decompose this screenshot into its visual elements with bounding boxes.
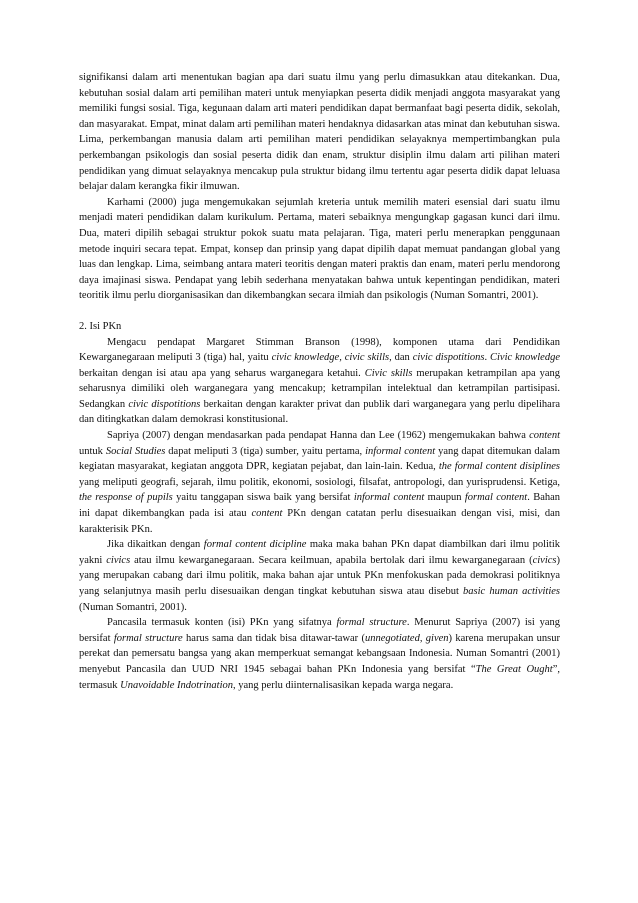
text-run: maka maka bahan PKn dapat diambilkan dari ilmu politik yakni [79,539,560,566]
italic-term: formal content dicipline [203,539,307,551]
italic-term: Social Studies [105,445,166,457]
italic-term: basic human activities [463,586,561,597]
text-run: Sapriya (2007) dengan mendasarkan pada pendapat Hanna dan Lee (1962) mengemukakan bahwa [107,430,530,442]
italic-term: Civic skills [364,367,413,379]
text-run: dan [391,352,413,364]
text-run: berkaitan dengan isi atau apa yang seharus warganegara ketahui. [79,367,365,379]
italic-term: Civic knowledge [490,352,560,364]
italic-term: unnegotiated, given [365,632,449,644]
italic-term: civic knowledge, civic skills, [271,352,392,364]
italic-term: civics [532,554,557,566]
text-run: . Bahan ini dapat dikembangkan pada isi atau [79,492,561,520]
text-run: untuk [79,445,106,457]
paragraph-branson [79,335,560,429]
italic-term: content [529,430,560,442]
italic-term: civic dispotitions [412,352,485,364]
text-run: merupakan ketrampilan apa yang seharusnya dimiliki oleh warganegara yang mencakup; ketrampilan intelektual dan ketrampilan partisipasi. Sedangkan [79,367,561,410]
italic-term: The Great Ought [475,663,553,675]
text-run: yaitu tanggapan siswa baik yang bersifat [172,492,354,504]
text-run: yang dapat ditemukan dalam kegiatan masyarakat, kegiatan anggota DPR, kegiatan pejabat, dan lain-lain. Kedua, [79,445,561,473]
document-page [79,70,560,693]
italic-term: informal content [365,445,436,457]
italic-term: formal content [464,492,528,504]
paragraph-criteria-continuation: signifikansi dalam arti menentukan bagian apa dari suatu ilmu yang perlu dimasukkan atau ditekankan. Dua, kebutuhan sosial dalam arti pemilihan materi untuk menyiapkan peserta didik menjadi anggota masyarakat yang memiliki fungsi sosial. Tiga, kegunaan dalam arti materi pendidikan dapat bermanfaat bagi peserta didik, sekolah, dan masyarakat. Empat, minat dalam arti pemilihan materi hendaknya didasarkan atas minat dan kebutuhan siswa. Lima, perkembangan manusia dalam arti pemilihan materi pendidikan selayaknya mempertimbangkan pula perkembangan psikologis dan sosial peserta didik dan enam, struktur disiplin ilmu dalam arti pilihan materi pendidikan yang dimuat selayaknya mencakup pula struktur bidang ilmu tertentu agar peserta didik dapat leluasa belajar dalam kerangka fikir ilmuwan. [79,72,560,193]
text-run: , yang perlu diinternalisasikan kepada warga negara. [233,679,454,691]
italic-term: content [251,508,283,520]
text-run: . Menurut Sapriya (2007) isi yang bersifat [79,617,560,644]
paragraph-karhami: Karhami (2000) juga mengemukakan sejumlah kreteria untuk memilih materi esensial dari suatu ilmu menjadi materi pendidikan dalam kurikulum. Pertama, materi sebaiknya mengungkap gagasan kunci dari ilmu. Dua, materi dipilih sebagai struktur pokok suatu mata pelajaran. Tiga, materi perlu menerapkan penggunaan metode inquiri secara tepat. Empat, konsep dan prinsip yang dapat dipilih dapat memuat pandangan global yang luas dan lengkap. Lima, seimbang antara materi teoritis dengan materi praktis dan enam, materi perlu mendorong daya imajinasi siswa. Pendapat yang lebih sederhana menyatakan bahwa untuk kepentingan pendidikan, materi teoritik ilmu perlu diorganisasikan dan dikembangkan secara ilmiah dan psikologis (Numan Somantri, 2001). [79,196,560,302]
section-heading-isi-pkn: 2. Isi PKn [79,320,122,332]
text-run: ) karena merupakan unsur perekat dan pemersatu bangsa yang akan memperkuat semangat kebangsaan Indonesia. Numan Somantri (2001) menyebut Pancasila dan UUD NRI 1945 sebagai bahan PKn Indonesia yang bersifat “ [79,632,561,675]
paragraph-formal-content [79,537,560,615]
italic-term: formal structure [336,617,407,629]
text-run: Jika dikaitkan dengan [107,539,204,551]
italic-term: the formal content disiplines [438,461,560,473]
text-run: ) yang merupakan cabang dari ilmu politik, maka bahan ajar untuk PKn menfokuskan pada demokrasi politiknya yang selanjutnya masih perlu disesuaikan dengan tingkat kebutuhan siswa atau disebut [79,554,560,597]
text-run: yang meliputi geografi, sejarah, ilmu politik, ekonomi, sosiologi, filsafat, antropologi, dan yurisprudensi. Ketiga, [79,476,560,488]
text-run: PKn dengan catatan perlu disesuaikan dengan visi, misi, dan karakterisik PKn. [79,508,560,535]
italic-term: formal structure [113,632,183,644]
text-run: Pancasila termasuk konten (isi) PKn yang sifatnya [107,617,337,629]
text-run: atau ilmu kewarganegaraan. Secara keilmuan, apabila bertolak dari ilmu kewarganegaraan ( [130,554,533,566]
italic-term: civic dispotitions [128,398,201,410]
text-run: berkaitan dengan karakter privat dan publik dari warganegara yang perlu dipelihara dan ditingkatkan dalam demokrasi konstitusional. [79,398,560,426]
text-run: . [484,352,491,364]
text-run: (Numan Somantri, 2001). [79,601,187,613]
italic-term: civics [106,554,131,566]
paragraph-pancasila [79,615,560,693]
text-run: Mengacu pendapat Margaret Stimman Branson (1998), komponen utama dari Pendidikan Kewarganegaraan meliputi 3 (tiga) hal, yaitu [79,336,560,364]
text-run: maupun [424,492,465,504]
paragraph-sapriya-content [79,428,560,537]
italic-term: the response of pupils [79,492,173,504]
text-run: dapat meliputi 3 (tiga) sumber, yaitu pertama, [165,445,366,457]
italic-term: informal content [353,492,425,504]
text-run: harus sama dan tidak bisa ditawar-tawar ( [182,632,366,644]
text-run: ”, termasuk [79,663,561,691]
italic-term: Unavoidable Indotrination [120,679,233,691]
